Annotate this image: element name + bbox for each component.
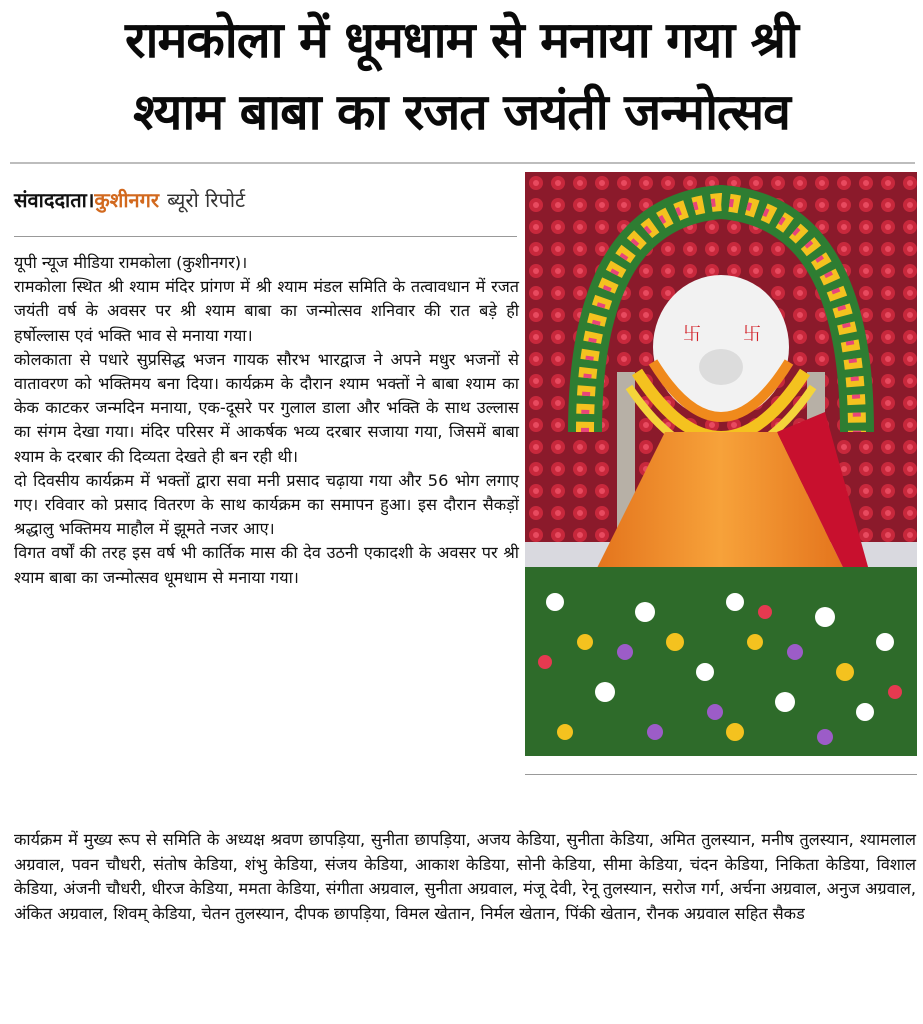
byline-label: संवाददाता। — [14, 188, 95, 212]
byline-divider — [14, 236, 517, 237]
headline-line-2: श्याम बाबा का रजत जयंती जन्मोत्सव — [133, 83, 790, 141]
shrine-photo — [525, 172, 917, 756]
article-paragraph: कोलकाता से पधारे सुप्रसिद्ध भजन गायक सौरभ भारद्वाज ने अपने मधुर भजनों से वातावरण को भक्तिमय बना दिया। कार्यक्रम के दौरान श्याम भक्तों ने बाबा श्याम का केक काटकर जन्मदिन मनाया, एक-दूसरे पर गुलाल डाला और भक्ति के साथ उल्लास का संगम देखा गया। मंदिर परिसर में आकर्षक भव्य दरबार सजाया गया, जिसमें बाबा श्याम के दरबार की दिव्यता देखते ही बन रही थी। — [14, 349, 519, 466]
headline-line-1: रामकोला में धूमधाम से मनाया गया श्री — [125, 11, 798, 69]
article-column — [14, 251, 519, 590]
article-paragraph: रामकोला स्थित श्री श्याम मंदिर प्रांगण में श्री श्याम मंडल समिति के तत्वावधान में रजत जयंती वर्ष के अवसर पर श्री श्याम बाबा का जन्मोत्सव शनिवार की रात बड़े ही हर्षोल्लास एवं भक्ति भाव से मनाया गया। — [14, 277, 519, 345]
headline — [0, 4, 923, 148]
byline-bureau: ब्यूरो रिपोर्ट — [167, 188, 246, 212]
svg-text:卐: 卐 — [683, 324, 701, 345]
attendee-list: कार्यक्रम में मुख्य रूप से समिति के अध्यक्ष श्रवण छापड़िया, सुनीता छापड़िया, अजय केडिया, सुनीता केडिया, अमित तुलस्यान, मनीष तुलस्यान, श्यामलाल अग्रवाल, पवन चौधरी, संतोष केडिया, शंभु केडिया, संजय केडिया, आकाश केडिया, सोनी केडिया, सीमा केडिया, चंदन केडिया, निकिता केडिया, विशाल केडिया, अंजनी चौधरी, धीरज केडिया, ममता केडिया, संगीता अग्रवाल, सुनीता अग्रवाल, मंजू देवी, रेनू तुलस्यान, सरोज गर्ग, अर्चना अग्रवाल, अनुज अग्रवाल, अंकित अग्रवाल, शिवम् केडिया, चेतन तुलस्यान, दीपक छापड़िया, विमल खेतान, निर्मल खेतान, पिंकी खेतान, रौनक अग्रवाल सहित सैकड — [14, 830, 916, 923]
article-intro: यूपी न्यूज मीडिया रामकोला (कुशीनगर)। — [14, 253, 248, 272]
divider — [10, 162, 915, 164]
article-paragraph: दो दिवसीय कार्यक्रम में भक्तों द्वारा सवा मनी प्रसाद चढ़ाया गया और 56 भोग लगाए गए। रविवार को प्रसाद वितरण के साथ कार्यक्रम का समापन हुआ। इस दौरान सैकड़ों श्रद्धालु भक्तिमय माहौल में झूमते नजर आए। — [14, 470, 519, 539]
byline-place: कुशीनगर — [94, 188, 160, 212]
photo-divider — [525, 774, 917, 775]
byline — [14, 186, 245, 213]
article-paragraph: विगत वर्षों की तरह इस वर्ष भी कार्तिक मास की देव उठनी एकादशी के अवसर पर श्री श्याम बाबा का जन्मोत्सव धूमधाम से मनाया गया। — [14, 543, 519, 587]
svg-text:卐: 卐 — [743, 324, 761, 345]
shrine-illustration — [525, 172, 917, 756]
